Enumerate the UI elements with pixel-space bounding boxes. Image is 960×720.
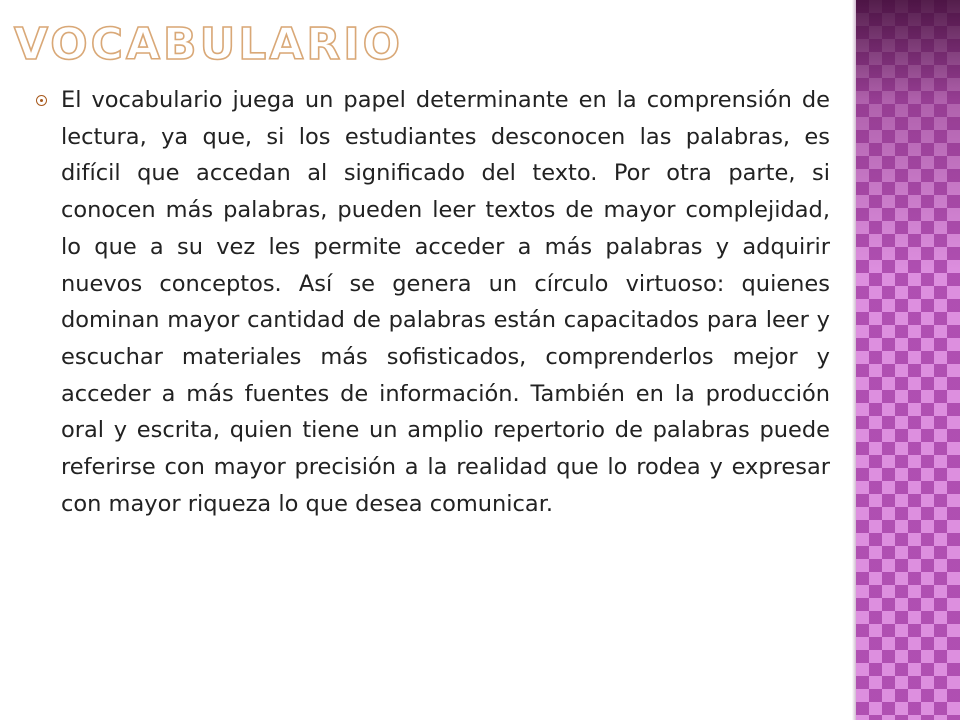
slide-body [36, 82, 830, 522]
decorative-side-panel [856, 0, 960, 720]
circle-dot-icon [36, 95, 47, 106]
slide-title: VOCABULARIO [14, 19, 404, 70]
bullet-item [36, 82, 830, 522]
bullet-text: El vocabulario juega un papel determinante en la comprensión de lectura, ya que, si los estudiantes desconocen las palabras, es difícil que accedan al significado del texto. Por otra parte, si conocen más palabras, pueden leer textos de mayor complejidad, lo que a su vez les permite acceder a más palabras y adquirir nuevos conceptos. Así se genera un círculo virtuoso: quienes dominan mayor cantidad de palabras están capacitados para leer y escuchar materiales más sofisticados, comprenderlos mejor y acceder a más fuentes de información. También en la producción oral y escrita, quien tiene un amplio repertorio de palabras puede referirse con mayor precisión a la realidad que lo rodea y expresar con mayor riqueza lo que desea comunicar. [61, 87, 830, 517]
